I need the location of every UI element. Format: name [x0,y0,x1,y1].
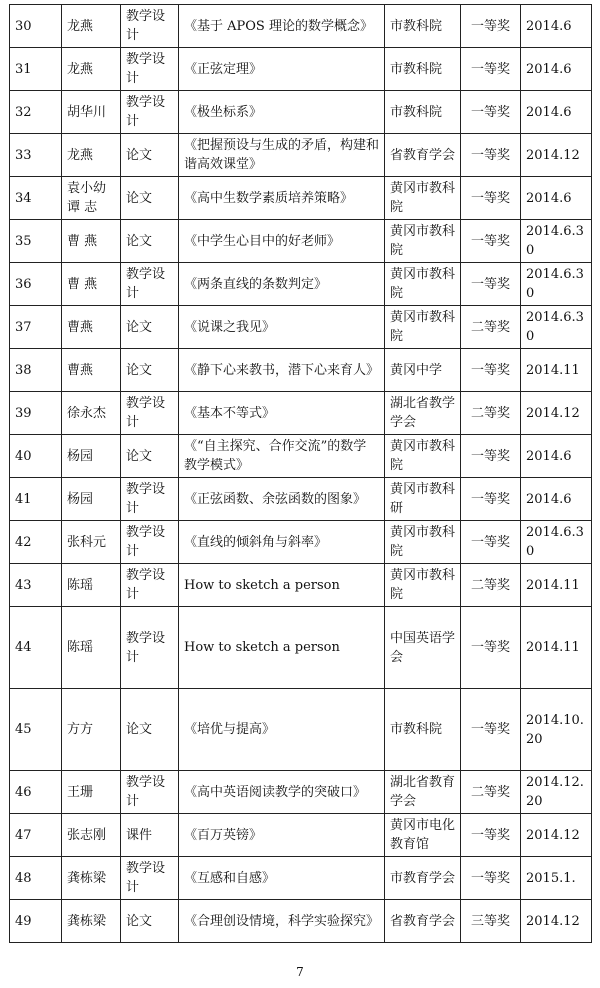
date-cell: 2014.6.30 [521,220,592,263]
title-cell: 《正弦函数、余弦函数的图象》 [179,478,385,521]
award-cell: 一等奖 [461,857,521,900]
type-cell: 论文 [121,306,179,349]
type-cell: 教学设计 [121,478,179,521]
title-cell: 《把握预设与生成的矛盾，构建和谐高效课堂》 [179,134,385,177]
type-cell: 教学设计 [121,91,179,134]
table-row [10,91,592,134]
type-cell: 教学设计 [121,607,179,689]
name-cell: 曹燕 [62,306,121,349]
row-number: 45 [10,689,62,771]
date-cell: 2014.12 [521,900,592,943]
organizer-cell: 省教育学会 [385,134,461,177]
row-number: 35 [10,220,62,263]
type-cell: 教学设计 [121,564,179,607]
table-row [10,435,592,478]
awards-table [9,4,592,943]
award-cell: 一等奖 [461,5,521,48]
date-cell: 2014.11 [521,564,592,607]
organizer-cell: 湖北省教学学会 [385,392,461,435]
name-cell: 张科元 [62,521,121,564]
title-cell: How to sketch a person [179,564,385,607]
title-cell: 《基于 APOS 理论的数学概念》 [179,5,385,48]
type-cell: 教学设计 [121,771,179,814]
type-cell: 论文 [121,349,179,392]
title-cell: 《正弦定理》 [179,48,385,91]
date-cell: 2014.6.30 [521,263,592,306]
organizer-cell: 市教科院 [385,91,461,134]
row-number: 31 [10,48,62,91]
type-cell: 教学设计 [121,48,179,91]
date-cell: 2015.1. [521,857,592,900]
date-cell: 2014.12 [521,814,592,857]
row-number: 46 [10,771,62,814]
name-cell: 方方 [62,689,121,771]
organizer-cell: 中国英语学会 [385,607,461,689]
title-cell: 《互感和自感》 [179,857,385,900]
name-cell: 陈瑶 [62,607,121,689]
awards-table-body [10,5,592,943]
organizer-cell: 市教科院 [385,48,461,91]
row-number: 42 [10,521,62,564]
date-cell: 2014.12.20 [521,771,592,814]
date-cell: 2014.11 [521,607,592,689]
type-cell: 教学设计 [121,263,179,306]
organizer-cell: 湖北省教育学会 [385,771,461,814]
name-cell: 徐永杰 [62,392,121,435]
award-cell: 二等奖 [461,771,521,814]
table-row [10,263,592,306]
type-cell: 教学设计 [121,392,179,435]
name-cell: 龚栋梁 [62,900,121,943]
award-cell: 三等奖 [461,900,521,943]
type-cell: 教学设计 [121,5,179,48]
type-cell: 教学设计 [121,857,179,900]
table-row [10,392,592,435]
award-cell: 一等奖 [461,689,521,771]
award-cell: 一等奖 [461,478,521,521]
title-cell: 《“自主探究、合作交流”的数学教学模式》 [179,435,385,478]
table-row [10,306,592,349]
table-row [10,521,592,564]
organizer-cell: 黄冈市教科院 [385,435,461,478]
organizer-cell: 市教科院 [385,689,461,771]
table-row [10,607,592,689]
table-row [10,5,592,48]
award-cell: 一等奖 [461,91,521,134]
name-cell: 胡华川 [62,91,121,134]
organizer-cell: 黄冈市教科院 [385,177,461,220]
title-cell: 《高中英语阅读教学的突破口》 [179,771,385,814]
type-cell: 论文 [121,435,179,478]
row-number: 40 [10,435,62,478]
organizer-cell: 黄冈市教科研 [385,478,461,521]
title-cell: 《中学生心目中的好老师》 [179,220,385,263]
award-cell: 一等奖 [461,814,521,857]
row-number: 48 [10,857,62,900]
type-cell: 论文 [121,900,179,943]
type-cell: 教学设计 [121,521,179,564]
name-cell: 龙燕 [62,5,121,48]
date-cell: 2014.12 [521,134,592,177]
name-cell: 袁小幼 谭 志 [62,177,121,220]
table-row [10,771,592,814]
table-row [10,177,592,220]
date-cell: 2014.6 [521,478,592,521]
award-cell: 一等奖 [461,177,521,220]
table-row [10,349,592,392]
award-cell: 二等奖 [461,392,521,435]
table-row [10,134,592,177]
title-cell: How to sketch a person [179,607,385,689]
row-number: 34 [10,177,62,220]
date-cell: 2014.6 [521,48,592,91]
award-cell: 二等奖 [461,306,521,349]
name-cell: 杨园 [62,435,121,478]
name-cell: 曹燕 [62,349,121,392]
date-cell: 2014.6 [521,435,592,478]
type-cell: 论文 [121,220,179,263]
date-cell: 2014.12 [521,392,592,435]
type-cell: 论文 [121,134,179,177]
title-cell: 《说课之我见》 [179,306,385,349]
name-cell: 龙燕 [62,48,121,91]
organizer-cell: 市教科院 [385,5,461,48]
title-cell: 《合理创设情境，科学实验探究》 [179,900,385,943]
name-cell: 张志刚 [62,814,121,857]
name-cell: 陈瑶 [62,564,121,607]
title-cell: 《静下心来教书，潜下心来育人》 [179,349,385,392]
award-cell: 一等奖 [461,263,521,306]
date-cell: 2014.6.30 [521,306,592,349]
date-cell: 2014.6 [521,5,592,48]
type-cell: 论文 [121,177,179,220]
name-cell: 曹 燕 [62,263,121,306]
organizer-cell: 市教育学会 [385,857,461,900]
table-row [10,564,592,607]
organizer-cell: 黄冈市教科院 [385,263,461,306]
row-number: 30 [10,5,62,48]
organizer-cell: 黄冈市教科院 [385,220,461,263]
title-cell: 《百万英镑》 [179,814,385,857]
organizer-cell: 黄冈中学 [385,349,461,392]
award-cell: 一等奖 [461,349,521,392]
table-row [10,220,592,263]
type-cell: 论文 [121,689,179,771]
organizer-cell: 黄冈市电化教育馆 [385,814,461,857]
table-row [10,857,592,900]
title-cell: 《两条直线的条数判定》 [179,263,385,306]
row-number: 47 [10,814,62,857]
title-cell: 《高中生数学素质培养策略》 [179,177,385,220]
table-row [10,478,592,521]
row-number: 41 [10,478,62,521]
organizer-cell: 省教育学会 [385,900,461,943]
row-number: 39 [10,392,62,435]
table-row [10,48,592,91]
award-cell: 二等奖 [461,564,521,607]
row-number: 38 [10,349,62,392]
date-cell: 2014.6 [521,91,592,134]
award-cell: 一等奖 [461,607,521,689]
type-cell: 课件 [121,814,179,857]
table-row [10,900,592,943]
name-cell: 龚栋梁 [62,857,121,900]
award-cell: 一等奖 [461,521,521,564]
date-cell: 2014.11 [521,349,592,392]
date-cell: 2014.10.20 [521,689,592,771]
row-number: 36 [10,263,62,306]
row-number: 32 [10,91,62,134]
award-cell: 一等奖 [461,220,521,263]
row-number: 49 [10,900,62,943]
title-cell: 《直线的倾斜角与斜率》 [179,521,385,564]
table-row [10,689,592,771]
date-cell: 2014.6 [521,177,592,220]
award-cell: 一等奖 [461,435,521,478]
table-row [10,814,592,857]
row-number: 44 [10,607,62,689]
page-number: 7 [296,965,304,979]
name-cell: 曹 燕 [62,220,121,263]
date-cell: 2014.6.30 [521,521,592,564]
title-cell: 《培优与提高》 [179,689,385,771]
name-cell: 杨园 [62,478,121,521]
row-number: 37 [10,306,62,349]
organizer-cell: 黄冈市教科院 [385,521,461,564]
award-cell: 一等奖 [461,48,521,91]
organizer-cell: 黄冈市教科院 [385,564,461,607]
name-cell: 王珊 [62,771,121,814]
title-cell: 《极坐标系》 [179,91,385,134]
award-cell: 一等奖 [461,134,521,177]
row-number: 33 [10,134,62,177]
title-cell: 《基本不等式》 [179,392,385,435]
name-cell: 龙燕 [62,134,121,177]
organizer-cell: 黄冈市教科院 [385,306,461,349]
row-number: 43 [10,564,62,607]
